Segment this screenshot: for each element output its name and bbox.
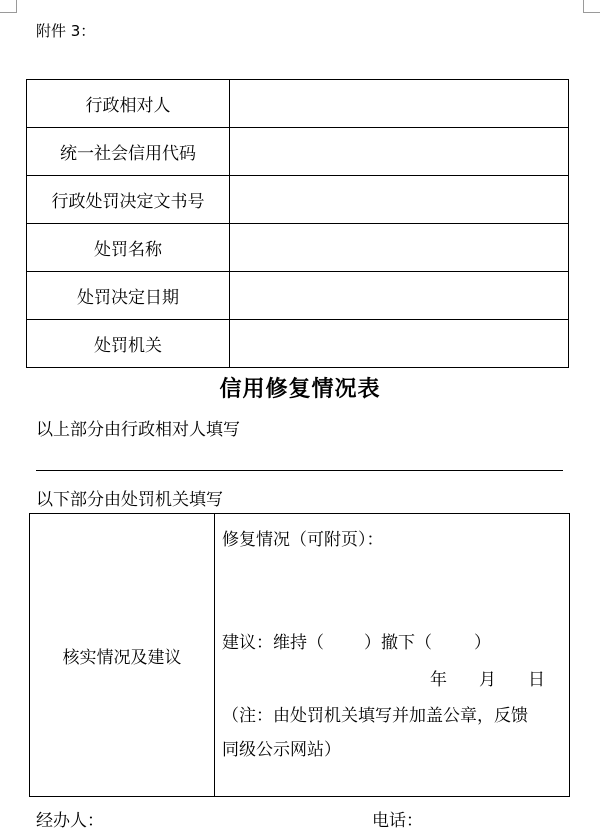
phone-label: 电话： xyxy=(372,811,423,831)
row-value-party[interactable] xyxy=(230,80,569,128)
note-authority-section: 以下部分由处罚机关填写 xyxy=(36,490,223,510)
row-label-decision-number: 行政处罚决定文书号 xyxy=(27,176,230,224)
verification-label: 核实情况及建议 xyxy=(30,514,215,796)
table-row xyxy=(27,176,569,224)
handler-label: 经办人： xyxy=(36,811,104,831)
note-applicant-section: 以上部分由行政相对人填写 xyxy=(36,420,240,440)
note-line-2: 同级公示网站） xyxy=(222,740,341,760)
row-label-party: 行政相对人 xyxy=(27,80,230,128)
form-title: 信用修复情况表 xyxy=(219,377,381,402)
table-row xyxy=(27,80,569,128)
table-row xyxy=(27,320,569,368)
crop-mark-top-right xyxy=(583,0,600,13)
row-label-penalty-name: 处罚名称 xyxy=(27,224,230,272)
date-month-label: 月 xyxy=(479,670,496,690)
applicant-info-table xyxy=(26,79,569,368)
section-divider xyxy=(36,470,563,471)
suggestion-close-paren: ） xyxy=(474,633,491,653)
row-value-decision-number[interactable] xyxy=(230,176,569,224)
repair-status-label: 修复情况（可附页）： xyxy=(222,530,384,550)
date-day-label: 日 xyxy=(528,670,545,690)
table-row xyxy=(27,224,569,272)
row-value-authority[interactable] xyxy=(230,320,569,368)
verification-table xyxy=(29,513,570,797)
suggestion-remove-label: ）撤下（ xyxy=(364,633,432,653)
row-label-authority: 处罚机关 xyxy=(27,320,230,368)
table-row xyxy=(27,272,569,320)
suggestion-keep-label: 建议：维持（ xyxy=(222,633,324,653)
row-label-decision-date: 处罚决定日期 xyxy=(27,272,230,320)
table-row xyxy=(27,128,569,176)
note-line-1: （注：由处罚机关填写并加盖公章，反馈 xyxy=(222,706,528,726)
crop-mark-top-left xyxy=(0,0,17,13)
verification-content[interactable] xyxy=(216,514,569,796)
attachment-label: 附件 3： xyxy=(36,22,96,40)
row-value-decision-date[interactable] xyxy=(230,272,569,320)
row-label-credit-code: 统一社会信用代码 xyxy=(27,128,230,176)
row-value-penalty-name[interactable] xyxy=(230,224,569,272)
date-year-label: 年 xyxy=(430,670,447,690)
row-value-credit-code[interactable] xyxy=(230,128,569,176)
suggestion-line xyxy=(222,628,491,653)
